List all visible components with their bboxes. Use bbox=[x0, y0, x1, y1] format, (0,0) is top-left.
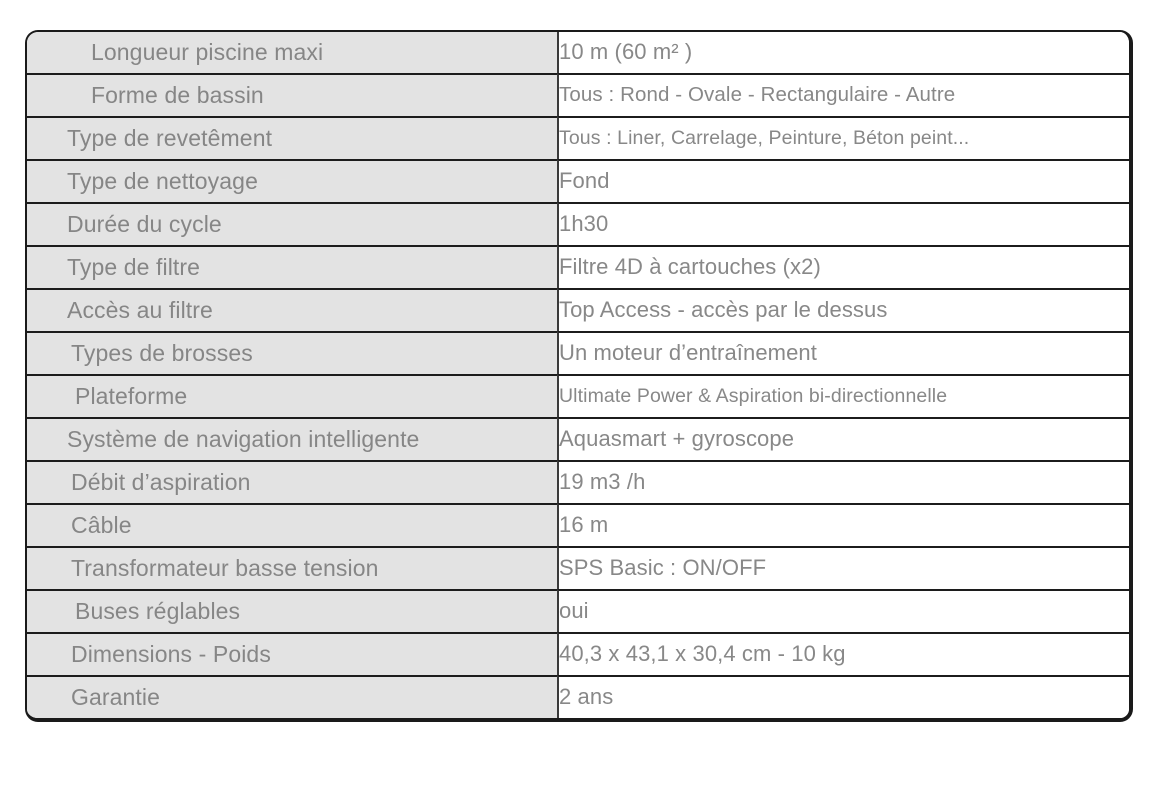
specifications-table bbox=[25, 30, 1133, 722]
spec-label: Débit d’aspiration bbox=[71, 469, 251, 495]
spec-label-cell bbox=[27, 374, 557, 417]
spec-value: Ultimate Power & Aspiration bi-directionnelle bbox=[559, 384, 948, 407]
spec-value-cell bbox=[557, 331, 1129, 374]
spec-value: Tous : Liner, Carrelage, Peinture, Béton peint... bbox=[559, 126, 970, 149]
table-row bbox=[27, 331, 1129, 374]
spec-value: 1h30 bbox=[559, 211, 609, 236]
spec-value: Un moteur d’entraînement bbox=[559, 340, 817, 365]
spec-label: Types de brosses bbox=[71, 340, 253, 366]
spec-value: SPS Basic : ON/OFF bbox=[559, 555, 767, 580]
spec-label: Dimensions - Poids bbox=[71, 641, 271, 667]
spec-value-cell bbox=[557, 288, 1129, 331]
table-row bbox=[27, 632, 1129, 675]
spec-label-cell bbox=[27, 331, 557, 374]
spec-label: Système de navigation intelligente bbox=[67, 426, 420, 452]
spec-value: Top Access - accès par le dessus bbox=[559, 297, 888, 322]
table-row bbox=[27, 288, 1129, 331]
table-row bbox=[27, 417, 1129, 460]
spec-value-cell bbox=[557, 116, 1129, 159]
table-row bbox=[27, 73, 1129, 116]
spec-label-cell bbox=[27, 245, 557, 288]
spec-label: Type de revetêment bbox=[67, 125, 273, 151]
spec-value-cell bbox=[557, 245, 1129, 288]
table-row bbox=[27, 245, 1129, 288]
spec-label-cell bbox=[27, 116, 557, 159]
spec-value: Fond bbox=[559, 168, 610, 193]
table-row bbox=[27, 374, 1129, 417]
spec-value: Tous : Rond - Ovale - Rectangulaire - Autre bbox=[559, 83, 956, 106]
table-row bbox=[27, 116, 1129, 159]
spec-label-cell bbox=[27, 417, 557, 460]
table-row bbox=[27, 32, 1129, 73]
spec-value: oui bbox=[559, 598, 589, 623]
spec-label: Garantie bbox=[71, 684, 161, 710]
table-row bbox=[27, 589, 1129, 632]
table-row bbox=[27, 546, 1129, 589]
spec-label-cell bbox=[27, 32, 557, 73]
spec-value: Filtre 4D à cartouches (x2) bbox=[559, 254, 821, 279]
spec-value: 19 m3 /h bbox=[559, 469, 646, 494]
spec-label-cell bbox=[27, 73, 557, 116]
spec-label-cell bbox=[27, 675, 557, 718]
spec-label: Forme de bassin bbox=[91, 82, 264, 108]
spec-label: Câble bbox=[71, 512, 132, 538]
spec-label-cell bbox=[27, 632, 557, 675]
spec-value: 10 m (60 m² ) bbox=[559, 39, 693, 64]
spec-value-cell bbox=[557, 675, 1129, 718]
table-row bbox=[27, 159, 1129, 202]
spec-value-cell bbox=[557, 32, 1129, 73]
spec-label: Type de filtre bbox=[67, 254, 201, 280]
spec-value-cell bbox=[557, 374, 1129, 417]
specifications-table-container bbox=[25, 30, 1133, 722]
spec-value-cell bbox=[557, 159, 1129, 202]
spec-value: Aquasmart + gyroscope bbox=[559, 426, 795, 451]
spec-value-cell bbox=[557, 73, 1129, 116]
spec-label-cell bbox=[27, 159, 557, 202]
spec-value: 40,3 x 43,1 x 30,4 cm - 10 kg bbox=[559, 641, 846, 666]
spec-label: Type de nettoyage bbox=[67, 168, 258, 194]
table-body bbox=[27, 32, 1129, 718]
spec-label-cell bbox=[27, 546, 557, 589]
spec-value: 2 ans bbox=[559, 684, 614, 709]
spec-label-cell bbox=[27, 460, 557, 503]
spec-value-cell bbox=[557, 417, 1129, 460]
spec-label-cell bbox=[27, 589, 557, 632]
table-row bbox=[27, 460, 1129, 503]
table-row bbox=[27, 503, 1129, 546]
spec-value-cell bbox=[557, 503, 1129, 546]
spec-label: Durée du cycle bbox=[67, 211, 222, 237]
spec-label: Transformateur basse tension bbox=[71, 555, 379, 581]
spec-value-cell bbox=[557, 632, 1129, 675]
spec-label-cell bbox=[27, 288, 557, 331]
spec-label-cell bbox=[27, 503, 557, 546]
spec-value: 16 m bbox=[559, 512, 609, 537]
spec-value-cell bbox=[557, 589, 1129, 632]
table-row bbox=[27, 202, 1129, 245]
spec-value-cell bbox=[557, 546, 1129, 589]
spec-label: Accès au filtre bbox=[67, 297, 213, 323]
spec-label: Buses réglables bbox=[75, 598, 241, 624]
table-row bbox=[27, 675, 1129, 718]
spec-label: Longueur piscine maxi bbox=[91, 39, 324, 65]
spec-label: Plateforme bbox=[75, 383, 188, 409]
spec-value-cell bbox=[557, 460, 1129, 503]
spec-label-cell bbox=[27, 202, 557, 245]
spec-value-cell bbox=[557, 202, 1129, 245]
